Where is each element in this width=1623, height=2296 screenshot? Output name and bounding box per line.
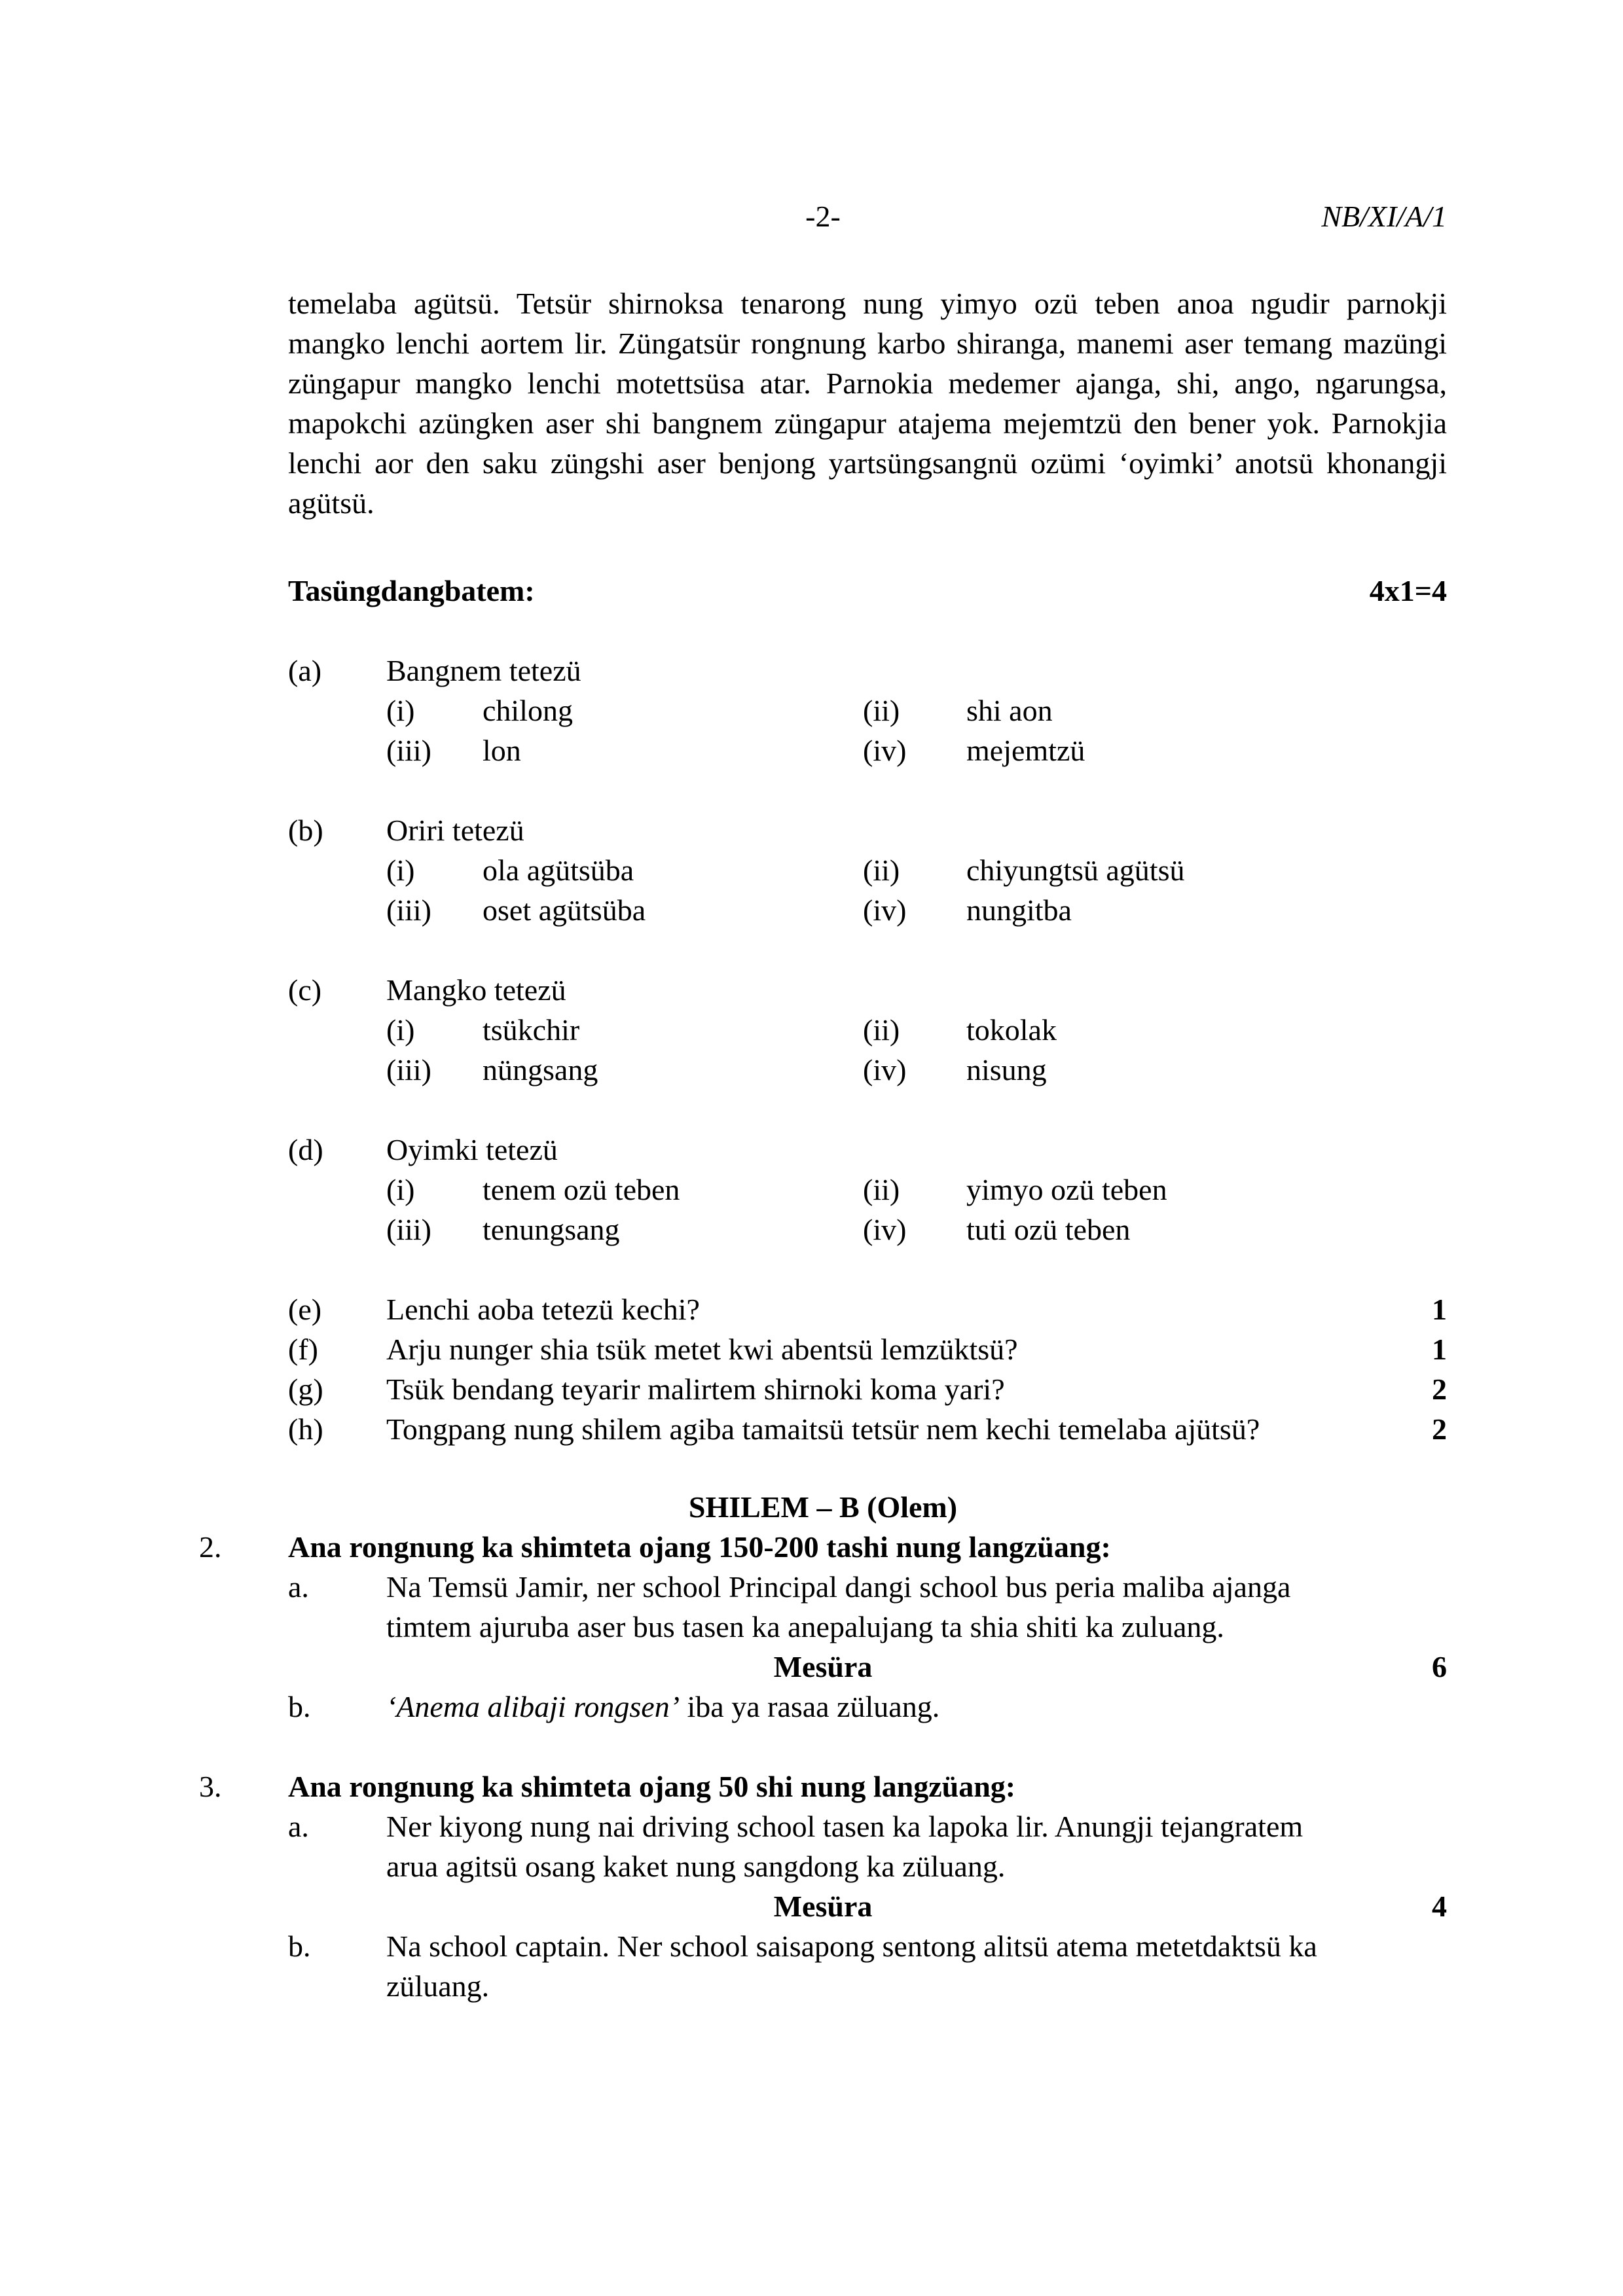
question-text: Lenchi aoba tetezü kechi? [386, 1293, 700, 1326]
sub-question-label: a. [288, 1810, 309, 1843]
question-3-block [199, 1767, 1447, 2006]
question-label: (a) [288, 654, 322, 687]
question-label: (c) [288, 973, 322, 1007]
option-label: (ii) [863, 853, 900, 887]
option-row [386, 730, 1447, 770]
sub-question-text [386, 1687, 1355, 1727]
option-label: (ii) [863, 1173, 900, 1206]
option-text: mejemtzü [966, 734, 1085, 767]
question-number-row [199, 1767, 1447, 1806]
question-text: Arju nunger shia tsük metet kwi abentsü lemzüktsü? [386, 1333, 1018, 1366]
option-label: (ii) [863, 694, 900, 727]
option-label: (i) [386, 1173, 415, 1206]
sub-question-text: Na school captain. Ner school saisapong sentong alitsü atema metetdaktsü ka züluang. [386, 1929, 1317, 2003]
question-number: 3. [199, 1770, 222, 1803]
option-text: tuti ozü teben [966, 1213, 1131, 1246]
option-row [386, 890, 1447, 930]
question-text: Tongpang nung shilem agiba tamaitsü tetsür nem kechi temelaba ajütsü? [386, 1412, 1260, 1446]
option-row [386, 1170, 1447, 1210]
question-text: Oyimki tetezü [386, 1133, 558, 1166]
section-a-marks: 4x1=4 [1369, 574, 1447, 607]
option-label: (iii) [386, 893, 431, 927]
marks-value: 2 [1432, 1412, 1447, 1446]
option-label: (iii) [386, 1213, 431, 1246]
sub-question-row [288, 1567, 1447, 1647]
option-label: (iii) [386, 734, 431, 767]
sub-question-label: b. [288, 1929, 311, 1963]
question-instruction: Ana rongnung ka shimteta ojang 150-200 tashi nung langzüang: [288, 1530, 1111, 1564]
marks-value: 4 [1432, 1890, 1447, 1923]
sub-question-row [288, 1687, 1447, 1727]
option-text: nisung [966, 1053, 1047, 1086]
question-label: (e) [288, 1293, 322, 1326]
marks-value: 1 [1432, 1333, 1447, 1366]
option-text: chilong [483, 694, 573, 727]
option-text: lon [483, 734, 521, 767]
marks-value: 1 [1432, 1293, 1447, 1326]
option-text: tsükchir [483, 1013, 580, 1047]
paper-code: NB/XI/A/1 [1321, 200, 1447, 233]
section-a-title-row [288, 571, 1447, 611]
sub-question-row [288, 1806, 1447, 1886]
question-label: (f) [288, 1333, 318, 1366]
mcq-question-row [288, 1130, 1447, 1170]
mcq-block-d [199, 1130, 1447, 1249]
option-text: tokolak [966, 1013, 1057, 1047]
option-row [386, 1010, 1447, 1050]
option-text: nüngsang [483, 1053, 598, 1086]
question-label: (g) [288, 1372, 323, 1406]
mcq-block-b [199, 810, 1447, 930]
marks-value: 6 [1432, 1650, 1447, 1683]
option-label: (i) [386, 853, 415, 887]
option-text: shi aon [966, 694, 1053, 727]
option-text: chiyungtsü agütsü [966, 853, 1185, 887]
option-label: (iv) [863, 1213, 907, 1246]
question-number: 2. [199, 1530, 222, 1564]
or-label: Mesüra [773, 1650, 873, 1683]
page-content [199, 196, 1447, 2006]
option-label: (iv) [863, 893, 907, 927]
question-label: (h) [288, 1412, 323, 1446]
option-row [386, 850, 1447, 890]
question-label: (b) [288, 814, 323, 847]
option-text: yimyo ozü teben [966, 1173, 1167, 1206]
sub-question-text: Na Temsü Jamir, ner school Principal dangi school bus peria maliba ajanga timtem ajuruba aser bus tasen ka anepalujang ta shia shiti ka zuluang. [386, 1570, 1291, 1643]
option-text: tenem ozü teben [483, 1173, 680, 1206]
section-a-title: Tasüngdangbatem: [288, 574, 535, 607]
question-text: Oriri tetezü [386, 814, 524, 847]
section-b-heading: SHILEM – B (Olem) [688, 1490, 958, 1524]
question-text: Mangko tetezü [386, 973, 566, 1007]
short-question-row [288, 1289, 1447, 1329]
option-label: (i) [386, 694, 415, 727]
option-text: oset agütsüba [483, 893, 646, 927]
question-number-row [199, 1527, 1447, 1567]
option-label: (ii) [863, 1013, 900, 1047]
page-number: -2- [805, 200, 841, 233]
option-text: tenungsang [483, 1213, 620, 1246]
sub-question-text: Ner kiyong nung nai driving school tasen ka lapoka lir. Anungji tejangratem arua agitsü osang kaket nung sangdong ka züluang. [386, 1810, 1304, 1883]
sub-question-text-rest: iba ya rasaa züluang. [687, 1690, 940, 1723]
mcq-question-row [288, 970, 1447, 1010]
question-label: (d) [288, 1133, 323, 1166]
marks-value: 2 [1432, 1372, 1447, 1406]
option-label: (iv) [863, 1053, 907, 1086]
option-text: nungitba [966, 893, 1072, 927]
short-question-row [288, 1329, 1447, 1369]
mcq-question-row [288, 810, 1447, 850]
question-text: Tsük bendang teyarir malirtem shirnoki koma yari? [386, 1372, 1005, 1406]
page-header [199, 196, 1447, 236]
option-row [386, 1050, 1447, 1090]
question-instruction: Ana rongnung ka shimteta ojang 50 shi nung langzüang: [288, 1770, 1016, 1803]
question-text: Bangnem tetezü [386, 654, 581, 687]
intro-paragraph: temelaba agütsü. Tetsür shirnoksa tenarong nung yimyo ozü teben anoa ngudir parnokji mangko lenchi aortem lir. Züngatsür rongnung karbo shiranga, manemi aser temang mazüngi züngapur mangko lenchi motettsüsa atar. Parnokia medemer ajanga, shi, ango, ngarungsa, mapokchi azüngken aser shi bangnem züngapur atajema mejemtzü den bener yok. Parnokjia lenchi aor den saku züngshi aser benjong yartsüngsangnü ozümi ‘oyimki’ anotsü khonangji agütsü. [288, 287, 1447, 520]
mcq-block-c [199, 970, 1447, 1090]
sub-question-label: a. [288, 1570, 309, 1604]
short-questions-block [199, 1289, 1447, 1449]
mcq-question-row [288, 651, 1447, 691]
sub-question-row [288, 1926, 1447, 2006]
book-title: ‘Anema alibaji rongsen’ [386, 1690, 680, 1723]
or-row [199, 1886, 1447, 1926]
mcq-block-a [199, 651, 1447, 770]
or-label: Mesüra [773, 1890, 873, 1923]
option-text: ola agütsüba [483, 853, 634, 887]
option-label: (i) [386, 1013, 415, 1047]
sub-question-label: b. [288, 1690, 311, 1723]
short-question-row [288, 1369, 1447, 1409]
option-label: (iv) [863, 734, 907, 767]
question-2-block [199, 1527, 1447, 1727]
option-row [386, 691, 1447, 730]
or-row [199, 1647, 1447, 1687]
option-label: (iii) [386, 1053, 431, 1086]
option-row [386, 1210, 1447, 1249]
short-question-row [288, 1409, 1447, 1449]
